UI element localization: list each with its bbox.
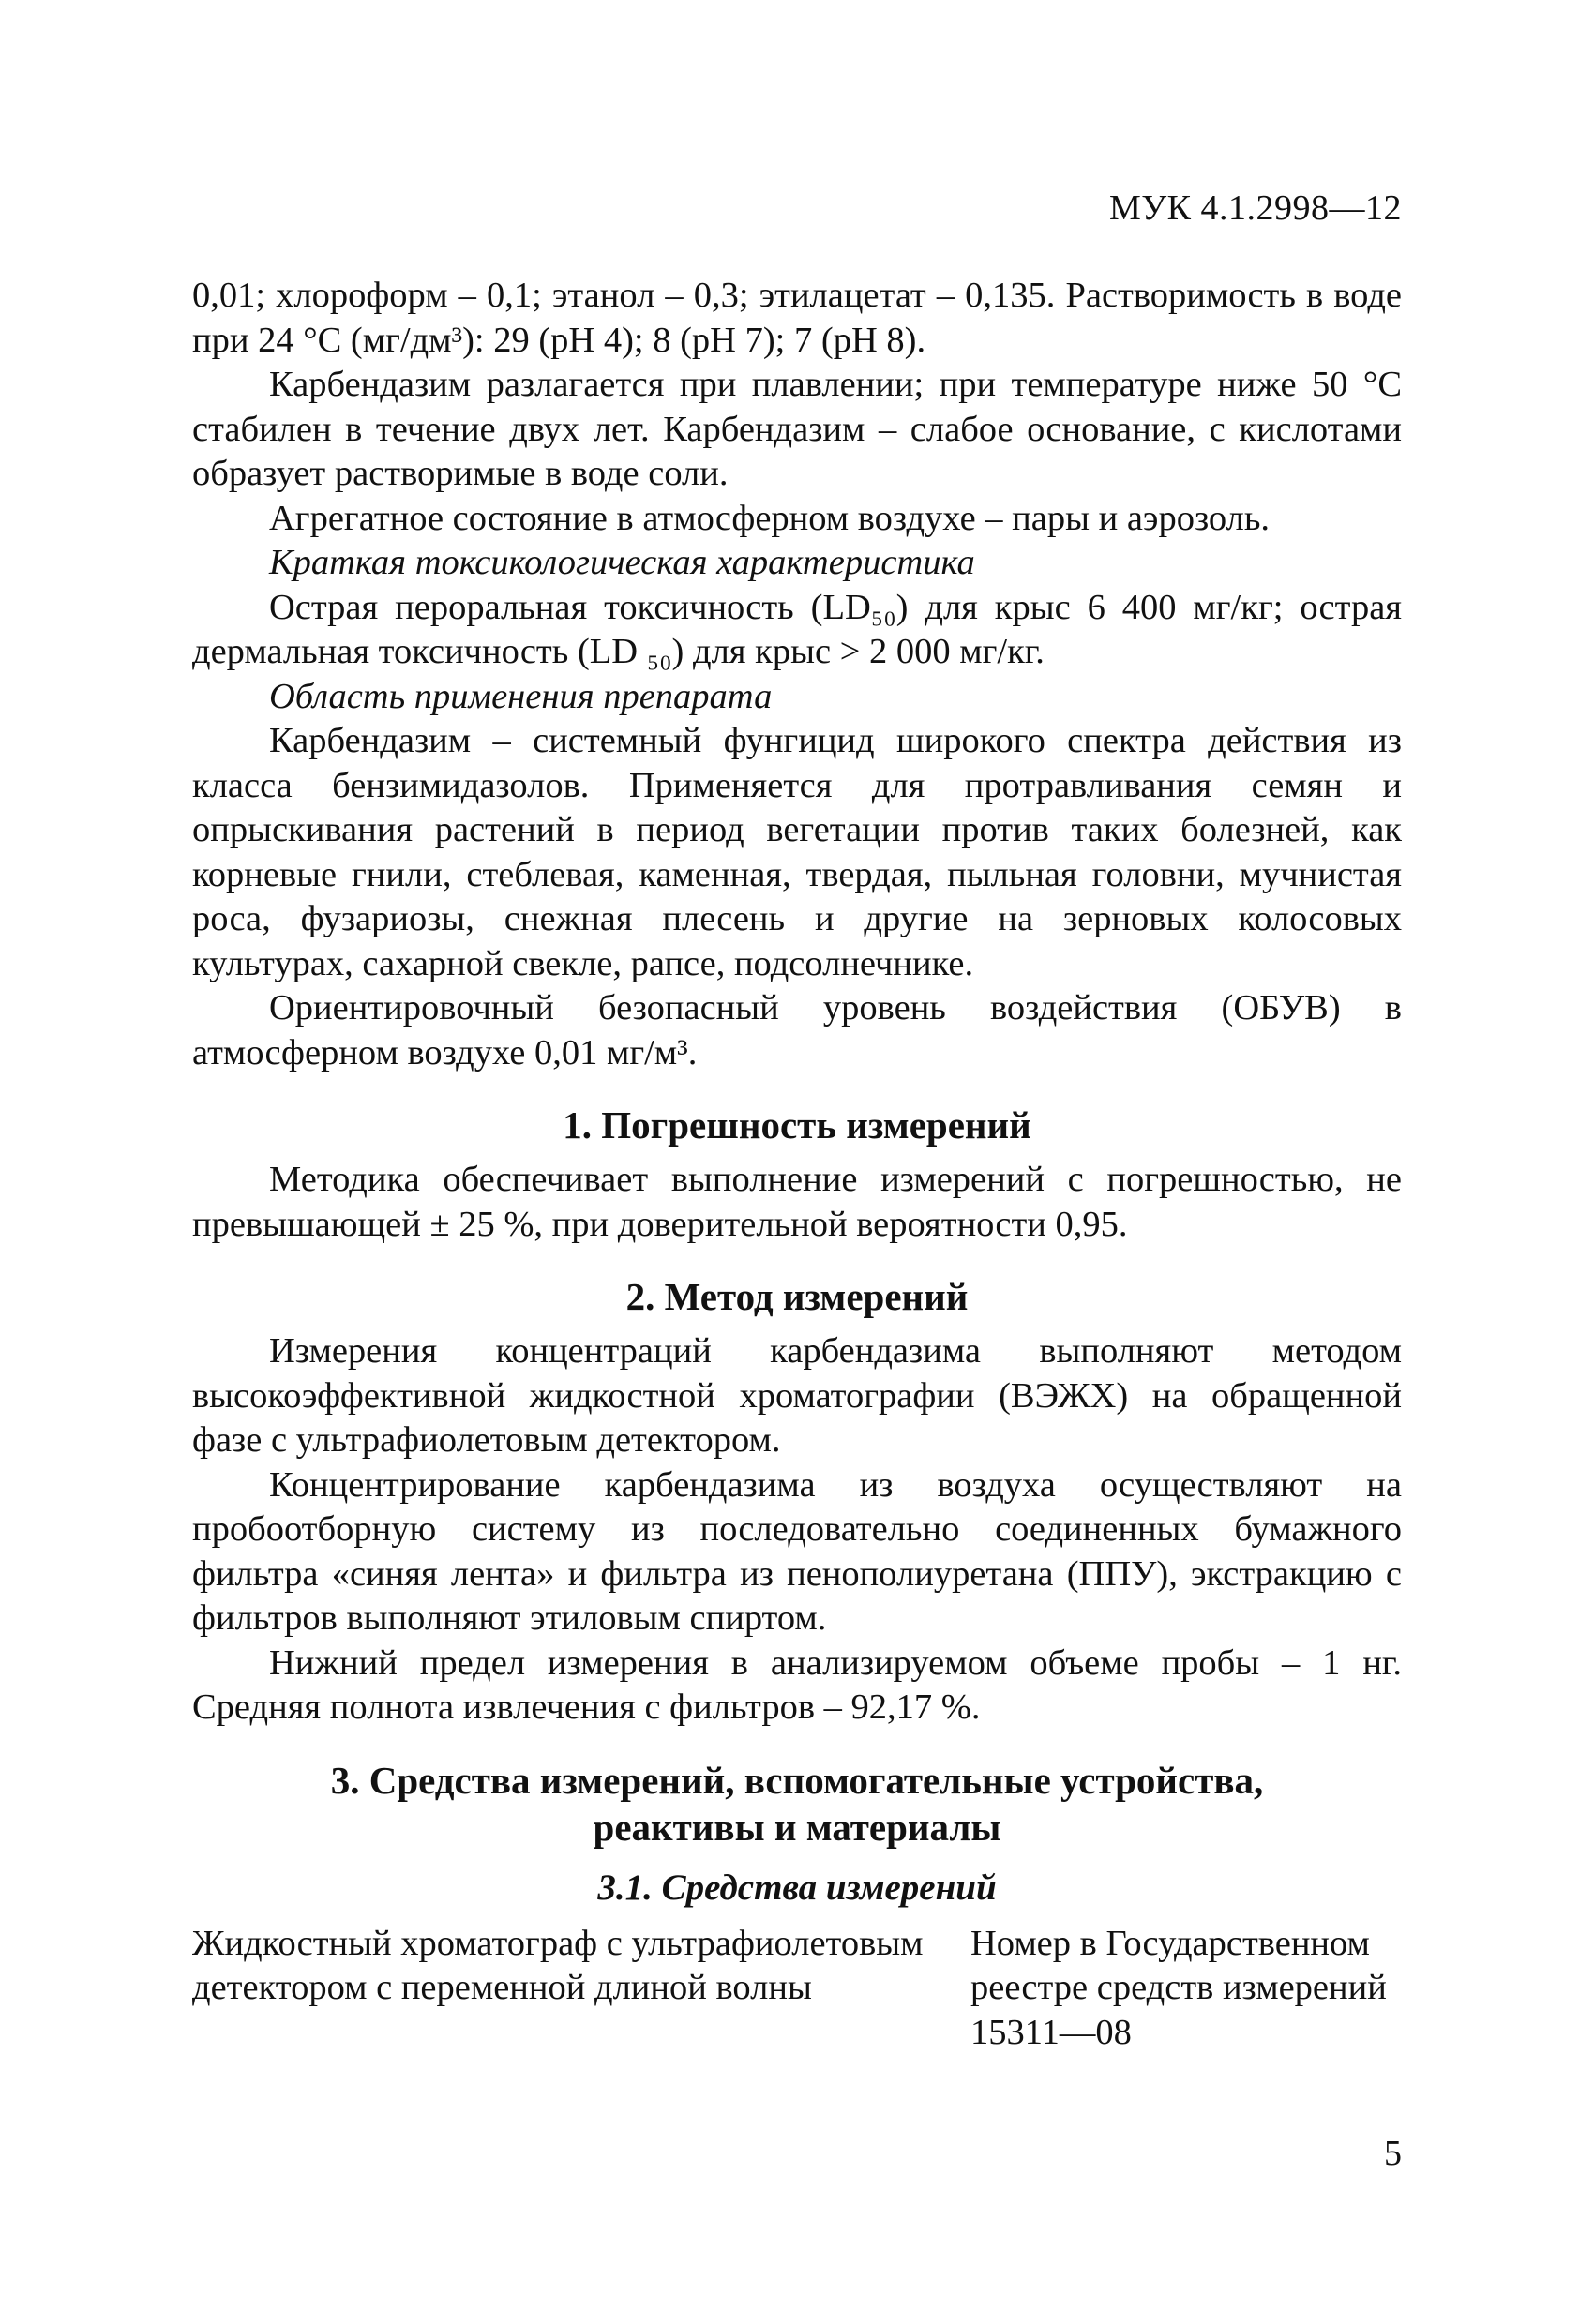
paragraph-toxicity: Острая пероральная токсичность (LD₅₀) для крыс 6 400 мг/кг; острая дермальная токсичность (LD ₅₀) для крыс > 2 000 мг/кг.	[192, 587, 1402, 671]
registry-line-1: Номер в Государственном	[970, 1923, 1370, 1963]
section-2-title: 2. Метод измерений	[625, 1275, 969, 1318]
equipment-row	[192, 1922, 1402, 2056]
section-1-text: Методика обеспечивает выполнение измерений с погрешностью, не превышающей ± 25 %, при доверительной вероятности 0,95.	[192, 1160, 1402, 1244]
section-3-title-line-1: 3. Средства измерений, вспомогательные устройства,	[330, 1758, 1264, 1802]
registry-line-2: реестре средств измерений	[970, 1968, 1387, 2007]
paragraph-solubility: 0,01; хлороформ – 0,1; этанол – 0,3; этилацетат – 0,135. Растворимость в воде при 24 °С (мг/дм³): 29 (рН 4); 8 (рН 7); 7 (рН 8).	[192, 276, 1402, 360]
registry-number: 15311—08	[970, 2012, 1132, 2052]
page-content	[192, 274, 1402, 2055]
section-3-1-subtitle: 3.1. Средства измерений	[597, 1867, 997, 1908]
paragraph-aggregate-state: Агрегатное состояние в атмосферном воздухе – пары и аэрозоль.	[269, 498, 1271, 538]
equipment-registry	[970, 1922, 1402, 2056]
section-3-title	[192, 1757, 1402, 1851]
section-1-title: 1. Погрешность измерений	[563, 1103, 1031, 1147]
paragraph-application: Карбендазим – системный фунгицид широкого спектра действия из класса бензимидазолов. Применяется для протравливания семян и опрыскивания растений в период вегетации против таких болезней, как корневые гнили, стеблевая, каменная, твердая, пыльная головни, мучнистая роса, фузариозы, снежная плесень и другие на зерновых колосовых культурах, сахарной свекле, рапсе, подсолнечнике.	[192, 721, 1402, 983]
equipment-name: Жидкостный хроматограф с ультрафиолетовым детектором с переменной длиной волны	[192, 1923, 924, 2007]
section-2-paragraph-2: Концентрирование карбендазима из воздуха осуществляют на пробоотборную систему из последовательно соединенных бумажного фильтра «синяя лента» и фильтра из пенополиуретана (ППУ), экстракцию с фильтров выполняют этиловым спиртом.	[192, 1464, 1402, 1638]
section-3-title-line-2: реактивы и материалы	[593, 1805, 1001, 1849]
paragraph-obuv: Ориентировочный безопасный уровень воздействия (ОБУВ) в атмосферном воздухе 0,01 мг/м³.	[192, 988, 1402, 1072]
page-number: 5	[1384, 2134, 1402, 2173]
subheading-application: Область применения препарата	[269, 676, 773, 716]
document-code: МУК 4.1.2998—12	[1108, 188, 1402, 228]
section-2-paragraph-1: Измерения концентраций карбендазима выполняют методом высокоэффективной жидкостной хроматографии (ВЭЖХ) на обращенной фазе с ультрафиолетовым детектором.	[192, 1331, 1402, 1460]
section-2-paragraph-3: Нижний предел измерения в анализируемом объеме пробы – 1 нг. Средняя полнота извлечения с фильтров – 92,17 %.	[192, 1642, 1402, 1727]
paragraph-stability: Карбендазим разлагается при плавлении; при температуре ниже 50 °С стабилен в течение двух лет. Карбендазим – слабое основание, с кислотами образует растворимые в воде соли.	[192, 365, 1402, 493]
subheading-toxicology: Краткая токсикологическая характеристика	[269, 543, 975, 582]
